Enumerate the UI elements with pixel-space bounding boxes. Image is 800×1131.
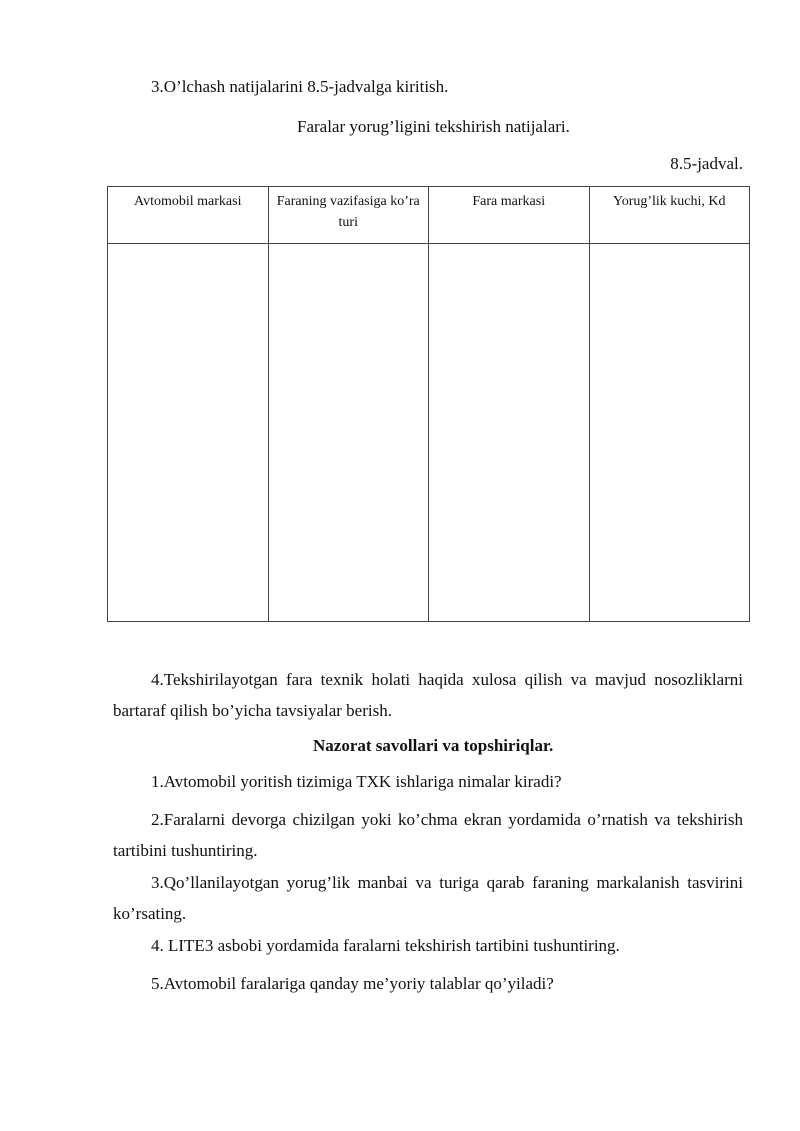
- question-5: 5.Avtomobil faralariga qanday me’yoriy talablar qo’yiladi?: [151, 974, 554, 993]
- table-number: 8.5-jadval.: [670, 154, 743, 173]
- table-cell[interactable]: [429, 244, 590, 622]
- question-3: 3.Qo’llanilayotgan yorug’lik manbai va turiga qarab faraning markalanish tasvirini ko’rsating.: [113, 873, 743, 923]
- table-cell[interactable]: [268, 244, 429, 622]
- table-body-row: [108, 244, 750, 622]
- table-cell[interactable]: [108, 244, 269, 622]
- question-4: 4. LITE3 asbobi yordamida faralarni tekshirish tartibini tushuntiring.: [151, 936, 620, 955]
- table-caption: Faralar yorug’ligini tekshirish natijalari.: [297, 117, 570, 136]
- step-4-text: 4.Tekshirilayotgan fara texnik holati haqida xulosa qilish va mavjud nosozliklarni bartaraf qilish bo’yicha tavsiyalar berish.: [113, 670, 743, 720]
- header-cell-headlight-type: Faraning vazifasiga ko’ra turi: [268, 187, 429, 244]
- header-cell-car-brand: Avtomobil markasi: [108, 187, 269, 244]
- table-header-row: [108, 187, 750, 244]
- section-title: Nazorat savollari va topshiriqlar.: [313, 736, 554, 755]
- table-cell[interactable]: [589, 244, 750, 622]
- header-cell-headlight-brand: Fara markasi: [429, 187, 590, 244]
- step-3-text: 3.O’lchash natijalarini 8.5-jadvalga kiritish.: [151, 77, 449, 96]
- question-2: 2.Faralarni devorga chizilgan yoki ko’chma ekran yordamida o’rnatish va tekshirish tartibini tushuntiring.: [113, 810, 743, 860]
- question-1: 1.Avtomobil yoritish tizimiga TXK ishlariga nimalar kiradi?: [151, 772, 562, 791]
- results-table: [107, 186, 750, 622]
- header-cell-luminous-intensity: Yorug’lik kuchi, Kd: [589, 187, 750, 244]
